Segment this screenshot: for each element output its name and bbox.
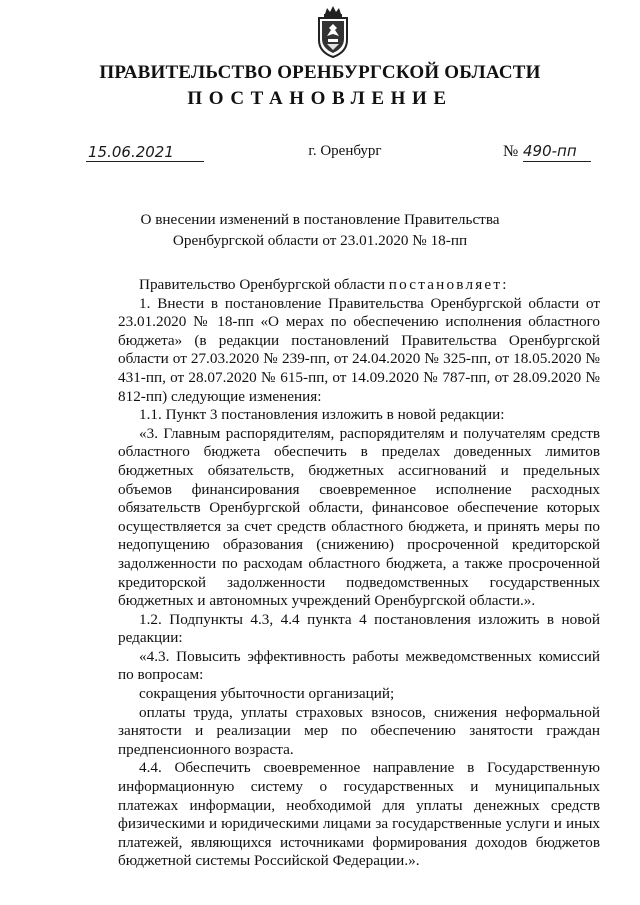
intro-spaced: постановляет: xyxy=(388,276,509,293)
paragraph-1-2: 1.2. Подпункты 4.3, 4.4 пункта 4 постановления изложить в новой редакции: xyxy=(118,610,600,647)
paragraph-1-1: 1.1. Пункт 3 постановления изложить в новой редакции: xyxy=(139,406,505,424)
paragraph-4-3-a: сокращения убыточности организаций; xyxy=(139,685,395,703)
number-field xyxy=(523,142,591,160)
paragraph-1: 1. Внести в постановление Правительства Оренбургской области от 23.01.2020 № 18-пп «О мерах по обеспечению исполнения областного бюджета» (в редакции постановлений Правительства Оренбургской области от 27.03.2020 № 239-пп, от 24.04.2020 № 325-пп, от 18.05.2020 № 431-пп, от 28.07.2020 № 615-пп, от 14.09.2020 № 787-пп, от 28.09.2020 № 812-пп) следующие изменения: xyxy=(118,294,600,405)
date-underline xyxy=(86,161,204,162)
city: г. Оренбург xyxy=(308,143,382,159)
coat-of-arms-icon xyxy=(313,6,353,58)
intro-prefix: Правительство Оренбургской области xyxy=(139,276,389,293)
number-underline xyxy=(523,161,591,162)
document-number xyxy=(503,141,593,161)
paragraph-4-4: 4.4. Обеспечить своевременное направление в Государственную информационную систему о государственных и муниципальных платежах информации, необходимой для уплаты денежных средств физическими и юридическими лицами за государственные услуги и иных платежей, являющихся источниками формирования доходов бюджетов бюджетной системы Российской Федерации.». xyxy=(118,759,600,870)
number-value: 490-пп xyxy=(523,142,577,160)
document-date xyxy=(86,143,204,161)
date-value: 15.06.2021 xyxy=(88,143,174,161)
title-line-2: Оренбургской области от 23.01.2020 № 18-пп xyxy=(172,232,468,249)
organization-name: ПРАВИТЕЛЬСТВО ОРЕНБУРГСКОЙ ОБЛАСТИ xyxy=(99,62,541,83)
paragraph-4-3: «4.3. Повысить эффективность работы межведомственных комиссий по вопросам: xyxy=(118,647,600,684)
number-sign: № xyxy=(503,143,519,160)
paragraph-4-3-b: оплаты труда, уплаты страховых взносов, снижения неформальной занятости и реализации мер по обеспечению занятости граждан предпенсионного возраста. xyxy=(118,703,600,758)
document-title xyxy=(80,209,560,251)
title-line-1: О внесении изменений в постановление Правительства xyxy=(140,211,500,228)
paragraph-3: «3. Главным распорядителям, распорядителям и получателям средств областного бюджета обеспечить в пределах доведенных лимитов бюджетных обязательств, бюджетных ассигнований и предельных объемов финансирования своевременное исполнение расходных обязательств Оренбургской области, финансовое обеспечение которых осуществляется за счет средств областного бюджета, и принять меры по недопущению образования (снижению) просроченной кредиторской задолженности по расходам областного бюджета, а также просроченной кредиторской задолженности подведомственных государственных бюджетных и автономных учреждений Оренбургской области.». xyxy=(118,424,600,610)
intro-paragraph xyxy=(118,276,600,295)
document-type: ПОСТАНОВЛЕНИЕ xyxy=(187,88,453,109)
document-body xyxy=(118,276,600,871)
